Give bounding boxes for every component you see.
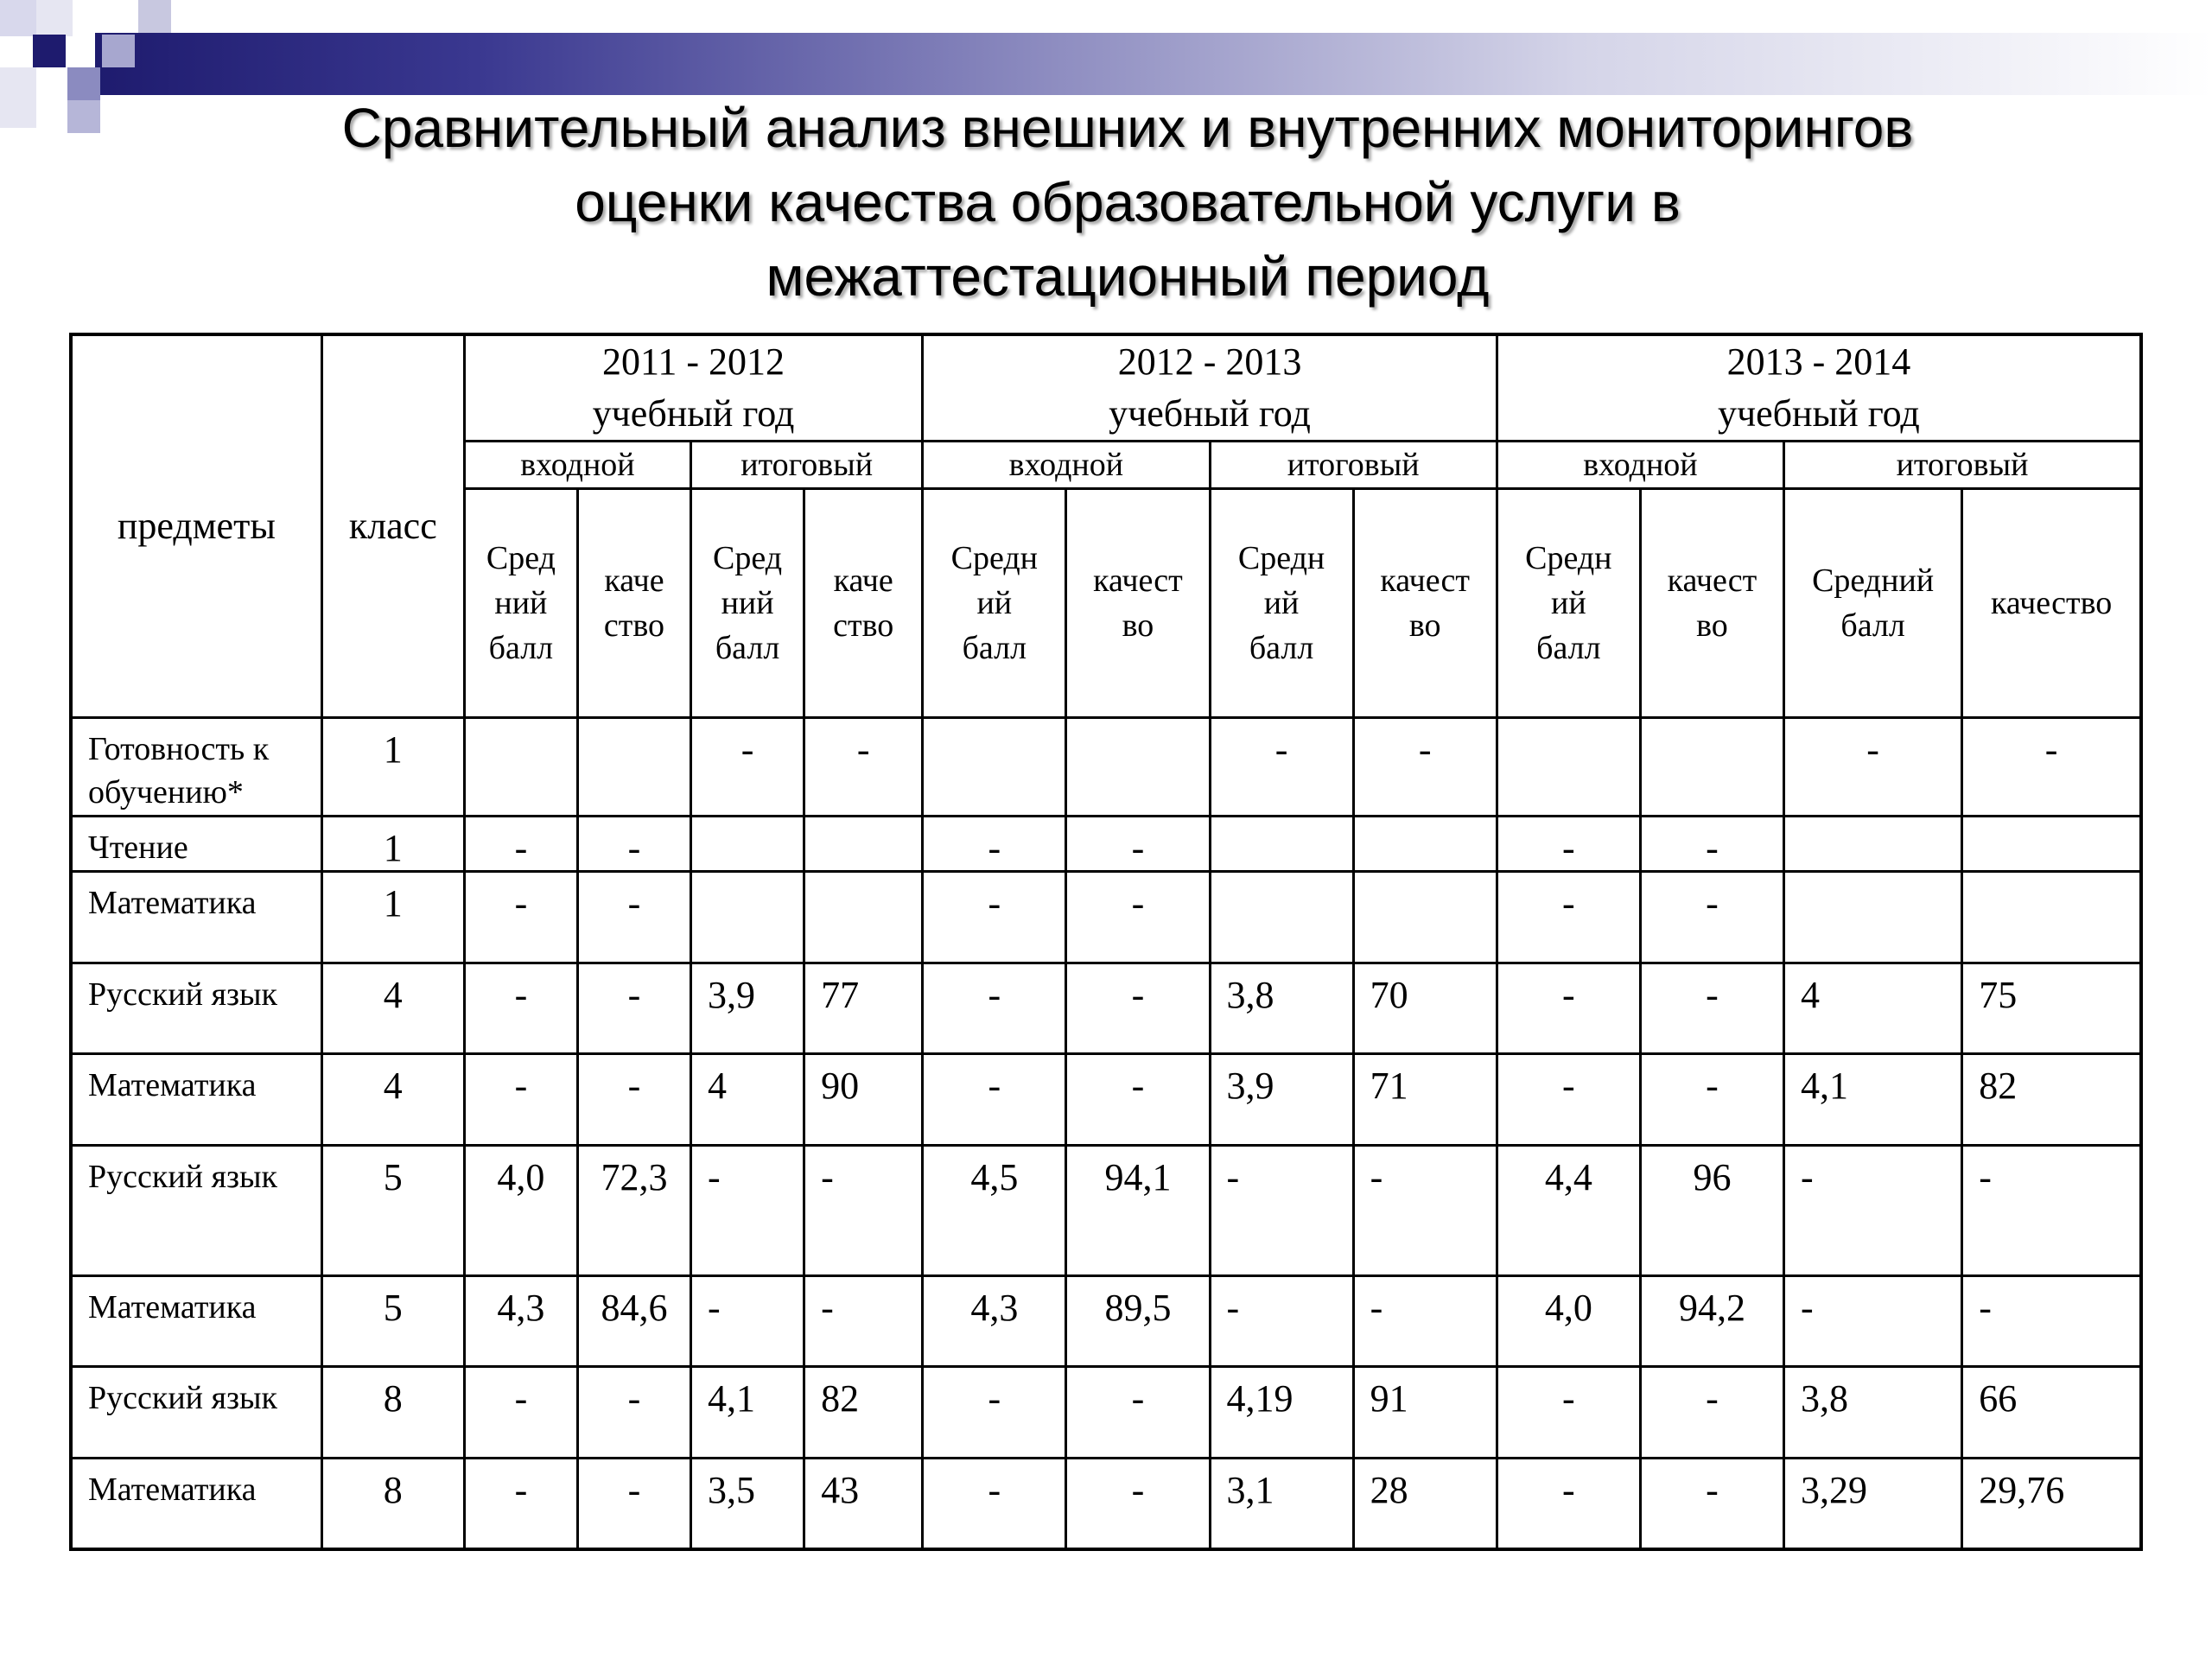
cell-value: 84,6 xyxy=(577,1275,690,1367)
cell-value: 96 xyxy=(1640,1145,1783,1275)
cell-value: 75 xyxy=(1962,963,2141,1054)
row-subject: Русский язык xyxy=(71,963,321,1054)
cell-value: - xyxy=(1353,718,1497,817)
row-subject: Русский язык xyxy=(71,1145,321,1275)
cell-value: - xyxy=(464,1458,577,1549)
cell-value: - xyxy=(1640,872,1783,963)
cell-value: 4,3 xyxy=(923,1275,1066,1367)
header-col: Сред ний балл xyxy=(464,489,577,718)
header-col: качество xyxy=(1962,489,2141,718)
row-subject: Готовность к обучению* xyxy=(71,718,321,817)
cell-value: - xyxy=(577,872,690,963)
table-row xyxy=(71,816,2141,871)
cell-value: - xyxy=(1784,718,1962,817)
header-col: качест во xyxy=(1066,489,1210,718)
cell-value: 4,19 xyxy=(1210,1367,1353,1459)
cell-value: 3,29 xyxy=(1784,1458,1962,1549)
cell-value: - xyxy=(1640,1458,1783,1549)
row-subject: Математика xyxy=(71,1458,321,1549)
header-year-2 xyxy=(923,334,1497,442)
cell-value: 3,5 xyxy=(691,1458,804,1549)
header-col: Средн ий балл xyxy=(1210,489,1353,718)
row-subject: Русский язык xyxy=(71,1367,321,1459)
cell-value: 4,3 xyxy=(464,1275,577,1367)
cell-value: - xyxy=(1962,718,2141,817)
row-subject: Математика xyxy=(71,1275,321,1367)
table-row xyxy=(71,1458,2141,1549)
cell-value: 82 xyxy=(1962,1054,2141,1146)
cell-value: - xyxy=(577,1054,690,1146)
cell-value: 66 xyxy=(1962,1367,2141,1459)
cell-value: - xyxy=(1784,1145,1962,1275)
cell-value: - xyxy=(923,872,1066,963)
cell-value: 4,1 xyxy=(1784,1054,1962,1146)
row-class: 5 xyxy=(321,1145,464,1275)
cell-value xyxy=(577,718,690,817)
decor-square xyxy=(33,35,66,67)
cell-value: 4,5 xyxy=(923,1145,1066,1275)
cell-value: 28 xyxy=(1353,1458,1497,1549)
header-class: класс xyxy=(321,334,464,718)
cell-value: - xyxy=(923,816,1066,871)
cell-value: - xyxy=(1210,1145,1353,1275)
cell-value xyxy=(923,718,1066,817)
table-row xyxy=(71,1275,2141,1367)
decor-square xyxy=(102,35,135,67)
cell-value xyxy=(804,816,923,871)
decor-square xyxy=(138,0,171,33)
cell-value: - xyxy=(464,1367,577,1459)
cell-value: - xyxy=(464,963,577,1054)
cell-value: 3,1 xyxy=(1210,1458,1353,1549)
cell-value: - xyxy=(804,1275,923,1367)
cell-value xyxy=(1640,718,1783,817)
row-subject: Математика xyxy=(71,1054,321,1146)
header-col: Сред ний балл xyxy=(691,489,804,718)
cell-value: - xyxy=(923,1367,1066,1459)
row-class: 1 xyxy=(321,872,464,963)
table-row xyxy=(71,872,2141,963)
cell-value xyxy=(1066,718,1210,817)
cell-value xyxy=(1962,816,2141,871)
table-row xyxy=(71,963,2141,1054)
header-final: итоговый xyxy=(1784,442,2141,489)
row-class: 4 xyxy=(321,1054,464,1146)
cell-value: - xyxy=(923,1458,1066,1549)
cell-value: - xyxy=(1497,1458,1640,1549)
cell-value: 77 xyxy=(804,963,923,1054)
cell-value: 3,9 xyxy=(1210,1054,1353,1146)
cell-value xyxy=(1497,718,1640,817)
cell-value: 3,8 xyxy=(1784,1367,1962,1459)
row-class: 5 xyxy=(321,1275,464,1367)
cell-value: - xyxy=(1640,1054,1783,1146)
cell-value xyxy=(1353,872,1497,963)
cell-value: 94,2 xyxy=(1640,1275,1783,1367)
title-line-2: оценки качества образовательной услуги в xyxy=(575,171,1681,233)
table-row xyxy=(71,718,2141,817)
cell-value: - xyxy=(1497,816,1640,871)
cell-value: - xyxy=(1066,872,1210,963)
cell-value: - xyxy=(1066,1367,1210,1459)
cell-value: - xyxy=(464,872,577,963)
cell-value: - xyxy=(1962,1275,2141,1367)
table-row xyxy=(71,1145,2141,1275)
header-col: Средн ий балл xyxy=(923,489,1066,718)
header-col: Средн ий балл xyxy=(1497,489,1640,718)
monitoring-table xyxy=(69,333,2143,1551)
header-year-3 xyxy=(1497,334,2141,442)
cell-value: 72,3 xyxy=(577,1145,690,1275)
cell-value: - xyxy=(691,1145,804,1275)
row-class: 1 xyxy=(321,718,464,817)
year-2-range: 2012 - 2013 xyxy=(1117,340,1302,383)
cell-value: 94,1 xyxy=(1066,1145,1210,1275)
header-final: итоговый xyxy=(1210,442,1497,489)
header-col: каче ство xyxy=(804,489,923,718)
cell-value xyxy=(464,718,577,817)
year-3-range: 2013 - 2014 xyxy=(1726,340,1911,383)
cell-value: - xyxy=(1497,872,1640,963)
cell-value: - xyxy=(1066,816,1210,871)
cell-value: 4,0 xyxy=(1497,1275,1640,1367)
row-class: 4 xyxy=(321,963,464,1054)
cell-value xyxy=(691,872,804,963)
year-1-range: 2011 - 2012 xyxy=(602,340,785,383)
cell-value: - xyxy=(464,1054,577,1146)
cell-value: 70 xyxy=(1353,963,1497,1054)
cell-value: 91 xyxy=(1353,1367,1497,1459)
cell-value: - xyxy=(1066,1054,1210,1146)
cell-value: - xyxy=(1640,963,1783,1054)
cell-value: 90 xyxy=(804,1054,923,1146)
header-year-1 xyxy=(464,334,922,442)
year-1-label: учебный год xyxy=(592,392,795,435)
cell-value: - xyxy=(1640,1367,1783,1459)
table-body xyxy=(71,718,2141,1550)
cell-value xyxy=(1353,816,1497,871)
title-line-1: Сравнительный анализ внешних и внутренних мониторингов xyxy=(341,97,1914,159)
cell-value: - xyxy=(1497,1054,1640,1146)
header-col: Средний балл xyxy=(1784,489,1962,718)
cell-value: - xyxy=(1784,1275,1962,1367)
cell-value: 71 xyxy=(1353,1054,1497,1146)
cell-value: 29,76 xyxy=(1962,1458,2141,1549)
cell-value: - xyxy=(1210,718,1353,817)
cell-value: 4 xyxy=(1784,963,1962,1054)
header-col: каче ство xyxy=(577,489,690,718)
row-class: 8 xyxy=(321,1458,464,1549)
cell-value: - xyxy=(691,718,804,817)
cell-value xyxy=(1784,816,1962,871)
cell-value xyxy=(691,816,804,871)
cell-value xyxy=(1784,872,1962,963)
row-subject: Математика xyxy=(71,872,321,963)
header-entry: входной xyxy=(923,442,1210,489)
cell-value xyxy=(1962,872,2141,963)
cell-value: 4,1 xyxy=(691,1367,804,1459)
cell-value: 89,5 xyxy=(1066,1275,1210,1367)
year-3-label: учебный год xyxy=(1718,392,1920,435)
cell-value: 4,0 xyxy=(464,1145,577,1275)
cell-value: - xyxy=(923,1054,1066,1146)
slide-title xyxy=(0,91,2212,314)
cell-value: 43 xyxy=(804,1458,923,1549)
title-bar-gradient xyxy=(95,33,2212,95)
cell-value: - xyxy=(923,963,1066,1054)
decor-square xyxy=(0,0,36,36)
cell-value: - xyxy=(577,963,690,1054)
cell-value: - xyxy=(1497,1367,1640,1459)
row-class: 1 xyxy=(321,816,464,871)
cell-value: 4,4 xyxy=(1497,1145,1640,1275)
cell-value: - xyxy=(464,816,577,871)
header-entry: входной xyxy=(1497,442,1783,489)
cell-value: - xyxy=(1210,1275,1353,1367)
year-2-label: учебный год xyxy=(1109,392,1311,435)
cell-value: - xyxy=(1066,1458,1210,1549)
header-col: качест во xyxy=(1640,489,1783,718)
cell-value: 4 xyxy=(691,1054,804,1146)
cell-value: - xyxy=(577,1367,690,1459)
cell-value xyxy=(804,872,923,963)
cell-value: - xyxy=(1962,1145,2141,1275)
cell-value: 3,8 xyxy=(1210,963,1353,1054)
cell-value xyxy=(1210,872,1353,963)
header-subjects: предметы xyxy=(71,334,321,718)
cell-value: - xyxy=(1640,816,1783,871)
cell-value: - xyxy=(577,816,690,871)
cell-value: 82 xyxy=(804,1367,923,1459)
cell-value: - xyxy=(804,718,923,817)
cell-value: - xyxy=(1497,963,1640,1054)
title-line-3: межаттестационный период xyxy=(766,245,1490,308)
cell-value: 3,9 xyxy=(691,963,804,1054)
table-row xyxy=(71,1054,2141,1146)
cell-value: - xyxy=(1353,1145,1497,1275)
cell-value: - xyxy=(577,1458,690,1549)
cell-value xyxy=(1210,816,1353,871)
header-entry: входной xyxy=(464,442,690,489)
header-col: качест во xyxy=(1353,489,1497,718)
cell-value: - xyxy=(804,1145,923,1275)
cell-value: - xyxy=(1353,1275,1497,1367)
header-final: итоговый xyxy=(691,442,923,489)
cell-value: - xyxy=(691,1275,804,1367)
table-row xyxy=(71,1367,2141,1459)
decor-square xyxy=(36,0,73,36)
cell-value: - xyxy=(1066,963,1210,1054)
row-subject: Чтение xyxy=(71,816,321,871)
row-class: 8 xyxy=(321,1367,464,1459)
